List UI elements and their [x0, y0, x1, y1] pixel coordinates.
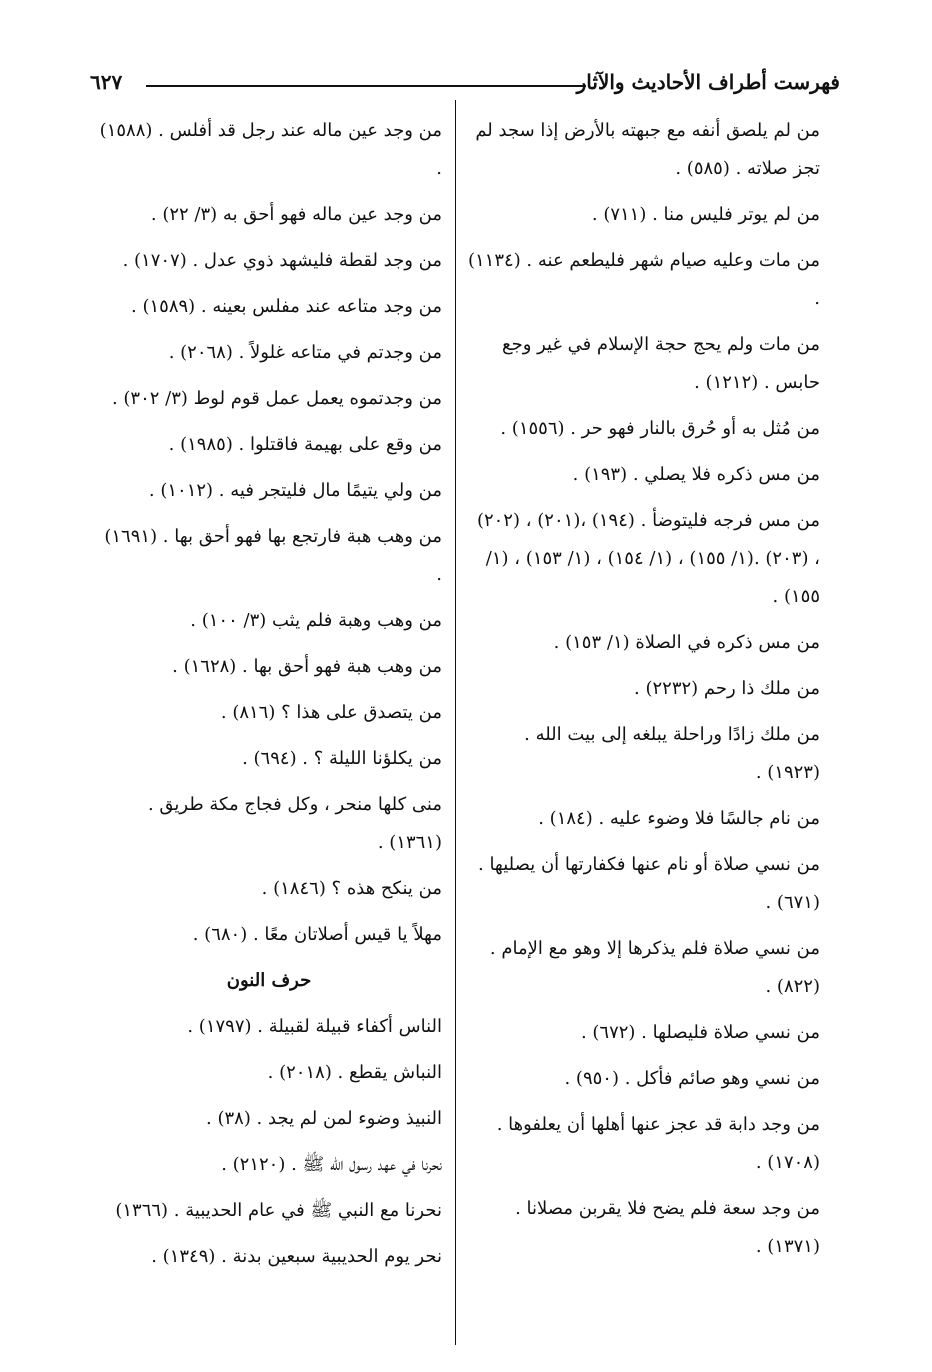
- hadith-entry: من نسي صلاة فليصلها . (٦٧٢) .: [580, 1022, 820, 1043]
- hadith-entry: من وجد عين ماله عند رجل قد أفلس . (١٥٨٨) .: [99, 120, 442, 179]
- hadith-entry: من نسي وهو صائم فأكل . (٩٥٠) .: [564, 1068, 820, 1089]
- header-rule: [146, 85, 586, 87]
- hadith-entry: من نسي صلاة أو نام عنها فكفارتها أن يصليها . (٦٧١) .: [478, 854, 820, 913]
- hadith-entry: من ينكح هذه ؟ (١٨٤٦) .: [261, 878, 442, 899]
- hadith-entry: النبيذ وضوء لمن لم يجد . (٣٨) .: [206, 1108, 442, 1129]
- hadith-entry: من وقع على بهيمة فاقتلوا . (١٩٨٥) .: [168, 434, 442, 455]
- hadith-entry: من وجد لقطة فليشهد ذوي عدل . (١٧٠٧) .: [122, 250, 442, 271]
- hadith-entry: من لم يوتر فليس منا . (٧١١) .: [591, 204, 820, 225]
- hadith-entry: من وهب هبة فهو أحق بها . (١٦٢٨) .: [172, 656, 442, 677]
- hadith-entry: نحرنا مع النبي ﷺ في عام الحديبية . (١٣٦٦): [115, 1200, 442, 1221]
- hadith-entry: من يكلؤنا الليلة ؟ . (٦٩٤) .: [242, 748, 442, 769]
- hadith-entry: نحرنا في عهد رسول الله ﷺ . (٢١٢٠) .: [221, 1154, 442, 1175]
- hadith-entry: من مُثل به أو حُرق بالنار فهو حر . (١٥٥٦) .: [500, 418, 820, 439]
- hadith-entry: الناس أكفاء قبيلة لقبيلة . (١٧٩٧) .: [187, 1016, 442, 1037]
- hadith-entry: من لم يلصق أنفه مع جبهته بالأرض إذا سجد لم تجز صلاته . (٥٨٥) .: [475, 120, 820, 179]
- hadith-entry: من مس ذكره فلا يصلي . (١٩٣) .: [572, 464, 820, 485]
- hadith-entry: من نسي صلاة فلم يذكرها إلا وهو مع الإمام . (٨٢٢) .: [489, 938, 820, 997]
- right-column: [468, 112, 820, 1274]
- hadith-entry: مهلاً يا قيس أصلاتان معًا . (٦٨٠) .: [192, 924, 442, 945]
- hadith-entry: من مات ولم يحج حجة الإسلام في غير وجع حابس . (١٢١٢) .: [501, 334, 820, 393]
- page-number: ٦٢٧: [90, 70, 123, 94]
- hadith-entry: من مات وعليه صيام شهر فليطعم عنه . (١١٣٤) .: [467, 250, 820, 309]
- hadith-entry: من وجد دابة قد عجز عنها أهلها أن يعلفوها . (١٧٠٨) .: [496, 1114, 820, 1173]
- section-heading: حرف النون: [226, 970, 312, 991]
- hadith-entry: من مس ذكره في الصلاة (١/ ١٥٣) .: [553, 632, 820, 653]
- running-header-title: فهرست أطراف الأحاديث والآثار: [576, 70, 840, 94]
- hadith-entry: من وهب وهبة فلم يثب (٣/ ١٠٠) .: [190, 610, 442, 631]
- hadith-entry: من ولي يتيمًا مال فليتجر فيه . (١٠١٢) .: [148, 480, 442, 501]
- hadith-entry: من نام جالسًا فلا وضوء عليه . (١٨٤) .: [538, 808, 820, 829]
- hadith-entry: من وجدتم في متاعه غلولاً . (٢٠٦٨) .: [168, 342, 442, 363]
- hadith-entry: من ملك ذا رحم (٢٢٣٢) .: [634, 678, 820, 699]
- hadith-entry: من يتصدق على هذا ؟ (٨١٦) .: [220, 702, 442, 723]
- hadith-entry: منى كلها منحر ، وكل فجاج مكة طريق . (١٣٦١) .: [147, 794, 442, 853]
- hadith-entry: النباش يقطع . (٢٠١٨) .: [267, 1062, 442, 1083]
- hadith-entry: من وجد عين ماله فهو أحق به (٣/ ٢٢) .: [150, 204, 442, 225]
- hadith-entry: من وهب هبة فارتجع بها فهو أحق بها . (١٦٩١) .: [104, 526, 442, 585]
- hadith-entry: من وجدتموه يعمل عمل قوم لوط (٣/ ٣٠٢) .: [111, 388, 442, 409]
- left-column: [96, 112, 442, 1284]
- hadith-entry: نحر يوم الحديبية سبعين بدنة . (١٣٤٩) .: [151, 1246, 442, 1267]
- hadith-entry: من ملك زادًا وراحلة يبلغه إلى بيت الله . (١٩٢٣) .: [524, 724, 820, 783]
- hadith-entry: من مس فرجه فليتوضأ . (١٩٤) ،(٢٠١) ، (٢٠٢) ، (٢٠٣) .(١/ ١٥٥) ، (١/ ١٥٤) ، (١/ ١٥٣) ، (١/ ١٥٥) .: [476, 510, 820, 607]
- hadith-entry: من وجد متاعه عند مفلس بعينه . (١٥٨٩) .: [131, 296, 442, 317]
- column-divider: [455, 100, 456, 1345]
- hadith-entry: من وجد سعة فلم يضح فلا يقربن مصلانا . (١٣٧١) .: [515, 1198, 820, 1257]
